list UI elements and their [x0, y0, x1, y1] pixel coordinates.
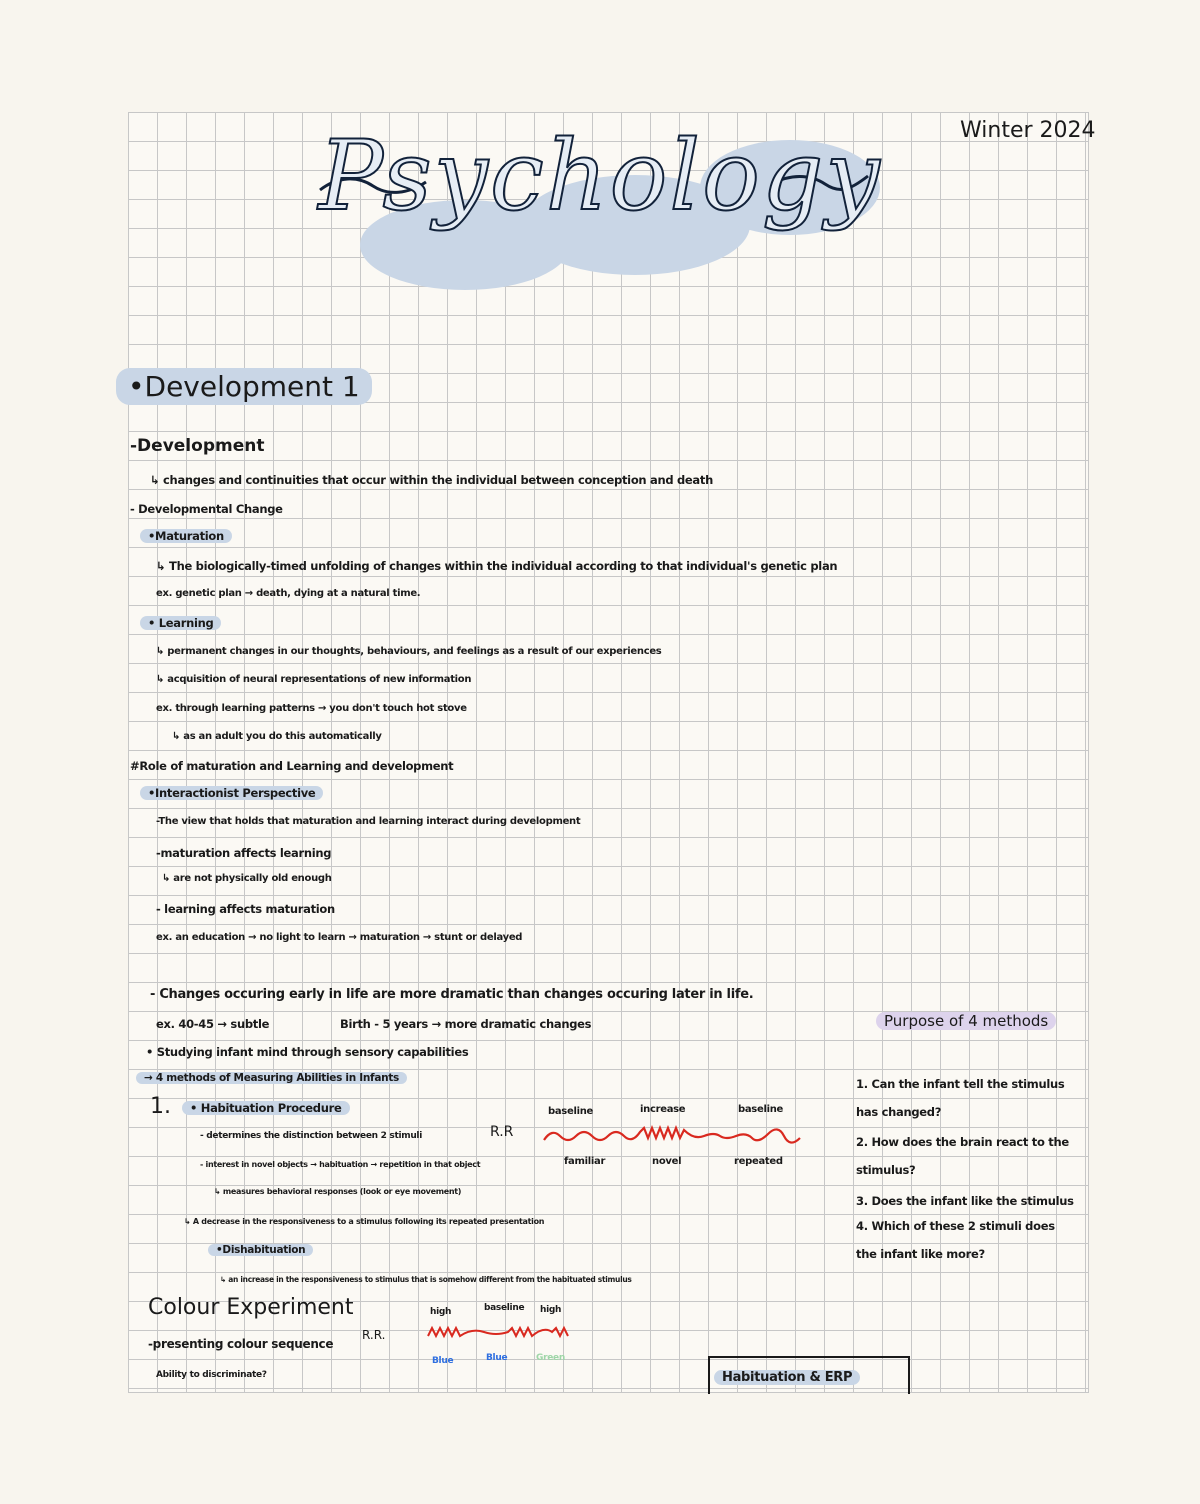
- note-line: ex. an education → no light to learn → maturation → stunt or delayed: [156, 932, 523, 943]
- colour-rr-label: R.R.: [362, 1328, 386, 1342]
- note-line: - interest in novel objects → habituation → repetition in that object: [200, 1160, 481, 1169]
- note-line: - learning affects maturation: [156, 902, 335, 916]
- note-line: → 4 methods of Measuring Abilities in Infants: [136, 1072, 407, 1084]
- note-line: Birth - 5 years → more dramatic changes: [340, 1017, 592, 1031]
- note-line: •Maturation: [140, 529, 232, 543]
- note-line: -presenting colour sequence: [148, 1337, 334, 1351]
- colour-top-label: high: [540, 1305, 562, 1315]
- note-line: #Role of maturation and Learning and development: [130, 759, 454, 773]
- note-line: - Developmental Change: [130, 502, 283, 516]
- diagram-bottom-label: repeated: [734, 1156, 783, 1167]
- note-line: -The view that holds that maturation and learning interact during development: [156, 816, 581, 827]
- note-line: Ability to discriminate?: [156, 1370, 267, 1380]
- response-wave: [544, 1124, 804, 1148]
- note-line: ↳ A decrease in the responsiveness to a stimulus following its repeated presentation: [184, 1217, 545, 1226]
- note-line: ↳ The biologically-timed unfolding of changes within the individual according to that individual's genetic plan: [156, 559, 838, 573]
- purpose-item: 2. How does the brain react to the stimulus?: [856, 1135, 1069, 1177]
- box-label: Habituation & ERP: [714, 1370, 860, 1385]
- note-line: ↳ as an adult you do this automatically: [172, 731, 382, 742]
- note-line: ↳ acquisition of neural representations of new information: [156, 674, 472, 685]
- note-line: • Learning: [140, 616, 221, 630]
- diagram-rr-label: R.R: [490, 1124, 514, 1140]
- note-line: ex. 40-45 → subtle: [156, 1017, 270, 1031]
- note-line: •Interactionist Perspective: [140, 786, 323, 800]
- diagram-bottom-label: novel: [652, 1156, 682, 1167]
- note-line: ↳ are not physically old enough: [162, 873, 332, 884]
- colour-bottom-label: Blue: [432, 1356, 454, 1366]
- note-line: ↳ an increase in the responsiveness to stimulus that is somehow different from the habituated stimulus: [220, 1275, 632, 1284]
- colour-top-label: high: [430, 1307, 452, 1317]
- note-line: - Changes occuring early in life are more dramatic than changes occuring later in life.: [150, 987, 754, 1002]
- note-line: -Development: [130, 436, 265, 456]
- purpose-item: 3. Does the infant like the stimulus: [856, 1194, 1074, 1208]
- diagram-bottom-label: familiar: [564, 1156, 606, 1167]
- colour-bottom-label: Blue: [486, 1353, 508, 1363]
- section-heading: •Development 1: [116, 368, 372, 405]
- note-line: ↳ permanent changes in our thoughts, behaviours, and feelings as a result of our experiences: [156, 646, 662, 657]
- note-line: -maturation affects learning: [156, 846, 332, 860]
- note-line: ↳ measures behavioral responses (look or eye movement): [214, 1187, 462, 1196]
- colour-wave: [428, 1322, 573, 1342]
- purpose-item: 4. Which of these 2 stimuli does the infant like more?: [856, 1219, 1055, 1261]
- method-number: 1.: [150, 1094, 171, 1119]
- diagram-top-label: increase: [640, 1104, 686, 1115]
- note-line: • Habituation Procedure: [182, 1101, 350, 1115]
- purpose-title: Purpose of 4 methods: [876, 1012, 1056, 1030]
- note-line: ↳ changes and continuities that occur within the individual between conception and death: [150, 473, 713, 487]
- page-title: Psychology: [318, 120, 882, 232]
- colour-bottom-label: Green: [536, 1353, 565, 1363]
- purpose-item: 1. Can the infant tell the stimulus has changed?: [856, 1077, 1065, 1119]
- note-line: • Studying infant mind through sensory capabilities: [146, 1045, 469, 1059]
- note-line: - determines the distinction between 2 stimuli: [200, 1131, 423, 1141]
- note-line: ex. genetic plan → death, dying at a natural time.: [156, 588, 421, 599]
- term-label: Winter 2024: [960, 118, 1096, 143]
- note-line: •Dishabituation: [208, 1244, 313, 1256]
- colour-experiment-title: Colour Experiment: [148, 1295, 354, 1320]
- diagram-top-label: baseline: [548, 1106, 593, 1117]
- colour-top-label: baseline: [484, 1303, 525, 1313]
- note-line: ex. through learning patterns → you don't touch hot stove: [156, 703, 467, 714]
- diagram-top-label: baseline: [738, 1104, 783, 1115]
